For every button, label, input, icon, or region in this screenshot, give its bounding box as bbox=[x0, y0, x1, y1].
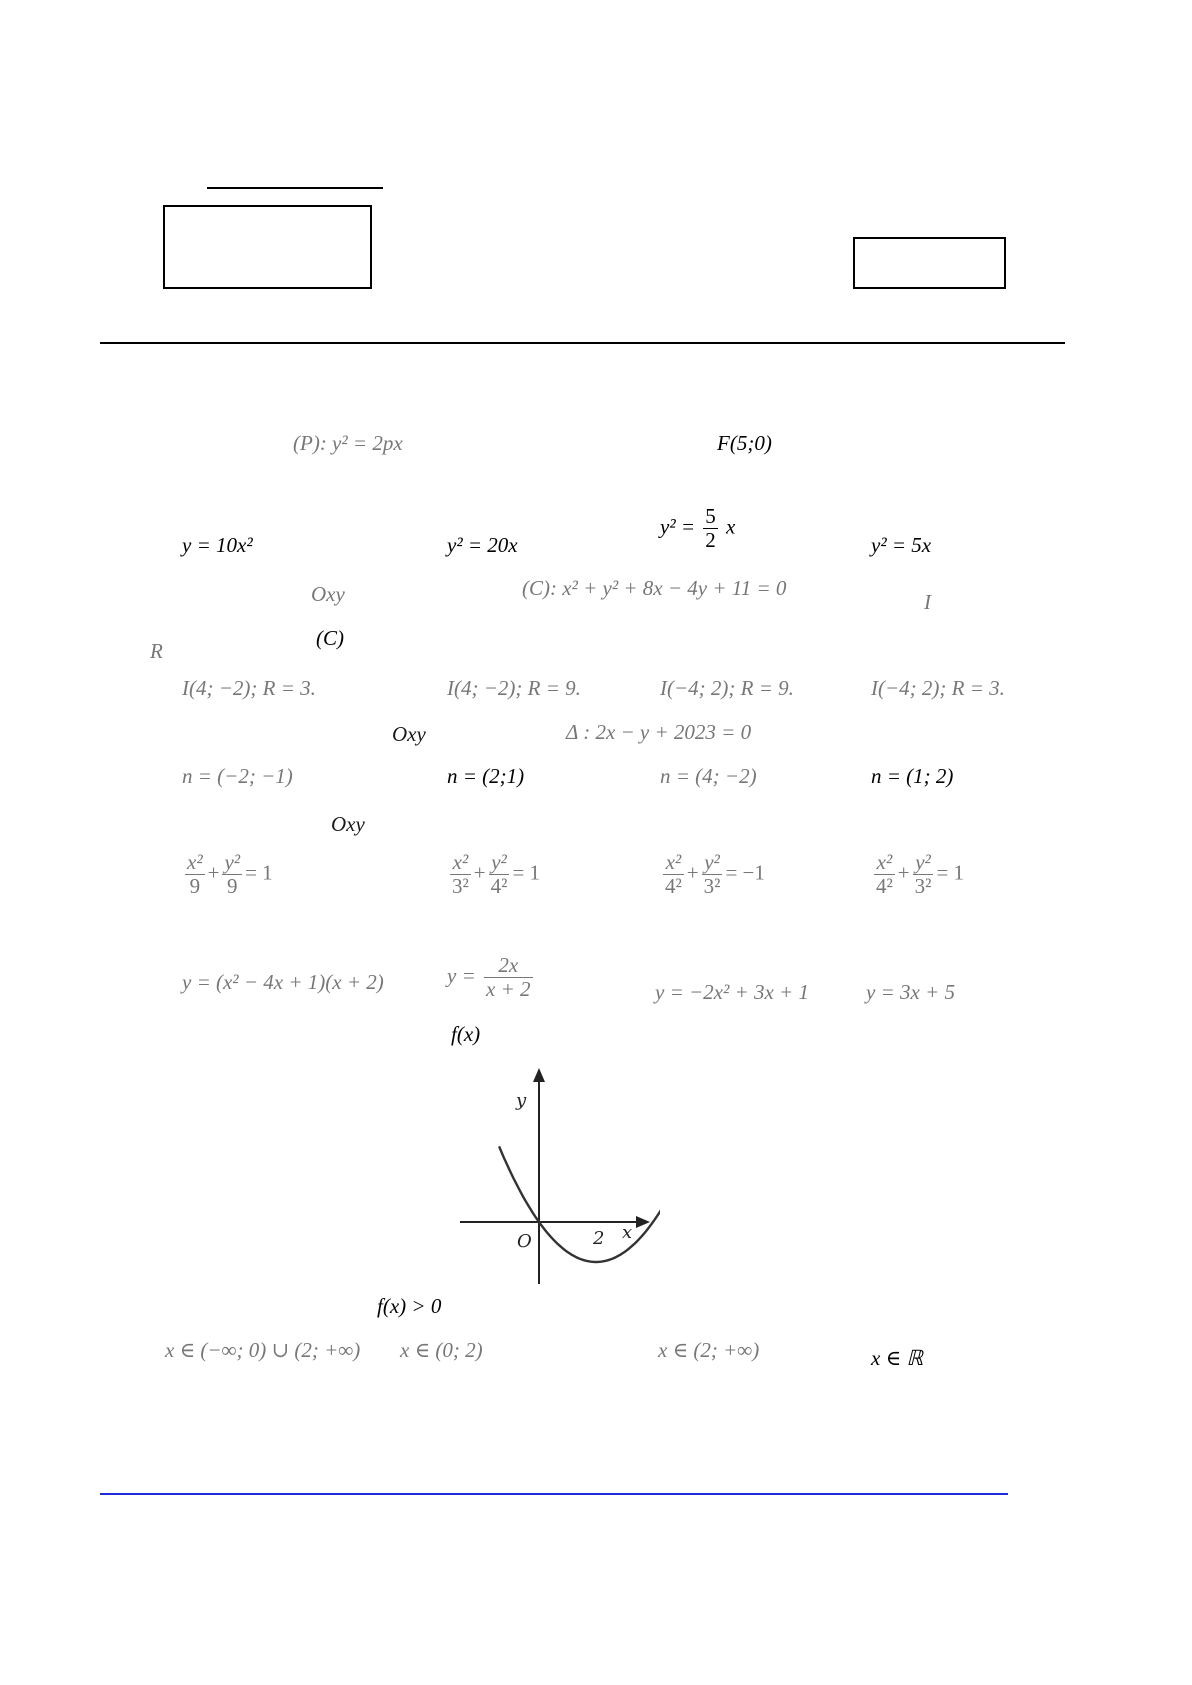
q6-function: f(x) bbox=[451, 1022, 481, 1046]
q4-a-den2: 9 bbox=[227, 874, 238, 898]
q4-answer-a[interactable]: $\frac{\text{x²}}{9}$ + $\frac{\text{y²}}{9}$ = 1 bbox=[187, 850, 273, 898]
origin-label: O bbox=[517, 1231, 532, 1252]
q2-center-label: I bbox=[924, 590, 931, 614]
q4-answer-d-frac2 bbox=[913, 852, 934, 897]
q1-parabola: (P): y² = 2px bbox=[293, 431, 403, 455]
q5-answer-d[interactable]: y = 3x + 5 bbox=[866, 980, 955, 1004]
q2-answer-d[interactable]: I(−4; 2); R = 3. bbox=[871, 676, 1005, 700]
score-box bbox=[853, 237, 1006, 289]
q1-answer-c-den: 2 bbox=[705, 528, 716, 552]
q4-c-num1: x² bbox=[663, 852, 684, 875]
q4-answer-c-frac2 bbox=[702, 852, 723, 897]
q4-d-rhs: = 1 bbox=[936, 860, 965, 885]
q4-d-den1: 4² bbox=[876, 874, 893, 898]
q4-answer-b-frac2 bbox=[489, 852, 510, 897]
q5-answer-b-den: x + 2 bbox=[486, 977, 531, 1001]
q4-a-rhs: = 1 bbox=[245, 860, 273, 885]
q4-d-den2: 3² bbox=[914, 874, 932, 898]
q4-plane: Oxy bbox=[331, 812, 365, 836]
q4-answer-c[interactable]: $\frac{\text{x²}}{\text{4²}}$ + $\frac{\text{y²}}{\text{3²}}$ = −1 bbox=[665, 850, 765, 898]
q6-answer-a[interactable]: x ∈ (−∞; 0) ∪ (2; +∞) bbox=[165, 1338, 361, 1362]
q1-answer-a[interactable]: y = 10x² bbox=[182, 533, 253, 557]
q3-answer-c[interactable]: n = (4; −2) bbox=[660, 764, 757, 788]
q1-focus: F(5;0) bbox=[717, 431, 772, 455]
q4-d-num1: x² bbox=[874, 852, 895, 875]
root-label: 2 bbox=[593, 1228, 605, 1249]
x-axis-label: x bbox=[622, 1222, 633, 1243]
q3-plane: Oxy bbox=[392, 722, 426, 746]
q4-d-num2: y² bbox=[913, 852, 934, 875]
q1-answer-c-var: x bbox=[726, 514, 736, 539]
q4-answer-a-frac1 bbox=[185, 852, 205, 897]
footer-line bbox=[100, 1493, 1008, 1495]
q1-answer-c-fraction bbox=[703, 506, 718, 551]
q2-answer-b[interactable]: I(4; −2); R = 9. bbox=[447, 676, 581, 700]
q4-answer-c-frac1 bbox=[663, 852, 684, 897]
q4-a-num2: y² bbox=[224, 850, 241, 874]
q1-answer-d[interactable]: y² = 5x bbox=[871, 533, 932, 557]
q4-answer-b[interactable]: $\frac{\text{x²}}{\text{3²}}$ + $\frac{\text{y²}}{\text{4²}}$ = 1 bbox=[452, 850, 541, 898]
q2-circle-label: (C) bbox=[316, 626, 344, 650]
y-axis-label: y bbox=[516, 1090, 527, 1111]
header-info-box bbox=[163, 205, 372, 289]
y-axis-arrow bbox=[533, 1068, 545, 1082]
q4-c-den1: 4² bbox=[665, 874, 682, 898]
q2-plane: Oxy bbox=[311, 582, 345, 606]
q6-answer-d[interactable]: x ∈ ℝ bbox=[871, 1346, 923, 1370]
q2-radius-label: R bbox=[150, 639, 163, 663]
q4-b-num2: y² bbox=[489, 852, 510, 875]
q6-answer-b[interactable]: x ∈ (0; 2) bbox=[400, 1338, 483, 1362]
q1-answer-c-lhs: y² = bbox=[660, 514, 696, 539]
q4-b-den2: 4² bbox=[490, 874, 508, 898]
q3-answer-a[interactable]: n = (−2; −1) bbox=[182, 764, 293, 788]
q5-answer-a[interactable]: y = (x² − 4x + 1)(x + 2) bbox=[182, 970, 384, 994]
x-axis-arrow bbox=[636, 1216, 650, 1228]
q2-answer-c[interactable]: I(−4; 2); R = 9. bbox=[660, 676, 794, 700]
q4-b-rhs: = 1 bbox=[512, 860, 541, 885]
header-underline bbox=[207, 187, 383, 189]
q3-line-equation: Δ : 2x − y + 2023 = 0 bbox=[566, 720, 752, 744]
q5-answer-b-fraction bbox=[484, 955, 533, 1000]
q4-a-num1: x² bbox=[187, 850, 203, 874]
q6-parabola-graph bbox=[450, 1062, 660, 1288]
q6-answer-c[interactable]: x ∈ (2; +∞) bbox=[658, 1338, 760, 1362]
q6-condition: f(x) > 0 bbox=[377, 1294, 442, 1318]
q4-answer-d[interactable]: $\frac{\text{x²}}{\text{4²}}$ + $\frac{\text{y²}}{\text{3²}}$ = 1 bbox=[876, 850, 965, 898]
q4-b-den1: 3² bbox=[452, 874, 469, 898]
q5-answer-b-num: 2x bbox=[484, 955, 533, 978]
q4-a-den1: 9 bbox=[189, 874, 201, 898]
q1-answer-c[interactable] bbox=[660, 506, 735, 551]
q4-c-num2: y² bbox=[702, 852, 723, 875]
q3-answer-b[interactable]: n = (2;1) bbox=[447, 764, 525, 788]
q1-answer-c-num: 5 bbox=[705, 504, 716, 528]
q3-answer-d[interactable]: n = (1; 2) bbox=[871, 764, 954, 788]
q4-answer-b-frac1 bbox=[450, 852, 471, 897]
header-divider bbox=[100, 342, 1065, 344]
q2-circle-equation: (C): x² + y² + 8x − 4y + 11 = 0 bbox=[522, 576, 787, 600]
q5-answer-b[interactable] bbox=[447, 955, 536, 1000]
q2-answer-a[interactable]: I(4; −2); R = 3. bbox=[182, 676, 316, 700]
q4-answer-d-frac1 bbox=[874, 852, 895, 897]
q4-b-num1: x² bbox=[450, 852, 471, 875]
q5-answer-b-lhs: y = bbox=[447, 963, 476, 988]
q4-c-den2: 3² bbox=[703, 874, 721, 898]
q4-answer-a-frac2 bbox=[222, 852, 242, 897]
q1-answer-b[interactable]: y² = 20x bbox=[447, 533, 518, 557]
q5-answer-c[interactable]: y = −2x² + 3x + 1 bbox=[655, 980, 809, 1004]
q4-c-rhs: = −1 bbox=[725, 860, 765, 885]
